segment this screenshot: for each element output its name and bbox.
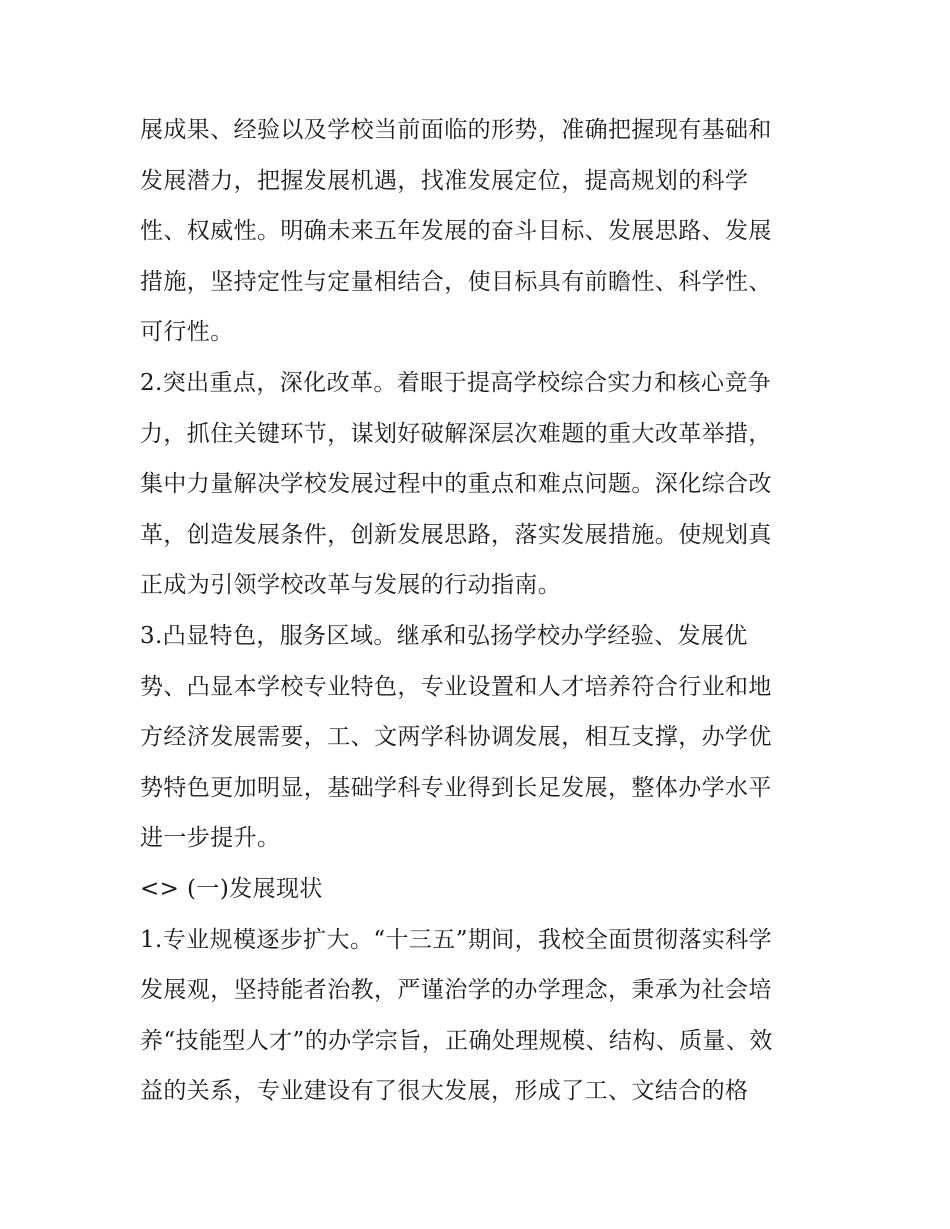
text-line: 发展潜力，把握发展机遇，找准发展定位，提高规划的科学 — [140, 167, 749, 194]
text-line: 集中力量解决学校发展过程中的重点和难点问题。深化综合改 — [140, 471, 772, 498]
text-line: 益的关系，专业建设有了很大发展，形成了工、文结合的格 — [140, 1078, 749, 1105]
text-line: 1.专业规模逐步扩大。“十三五”期间，我校全面贯彻落实科学 — [140, 926, 773, 953]
text-line: 措施，坚持定性与定量相结合，使目标具有前瞻性、科学性、 — [140, 268, 772, 295]
body-text — [140, 105, 830, 1117]
text-line: 势特色更加明显，基础学科专业得到长足发展，整体办学水平 — [140, 774, 772, 801]
text-line: 进一步提升。 — [140, 825, 281, 852]
text-line: 势、凸显本学校专业特色，专业设置和人才培养符合行业和地 — [140, 673, 772, 700]
text-line: 2.突出重点，深化改革。着眼于提高学校综合实力和核心竞争 — [140, 369, 772, 396]
text-line: 革，创造发展条件，创新发展思路，落实发展措施。使规划真 — [140, 521, 772, 548]
text-line: 性、权威性。明确未来五年发展的奋斗目标、发展思路、发展 — [140, 218, 772, 245]
text-line: 方经济发展需要，工、文两学科协调发展，相互支撑，办学优 — [140, 724, 772, 751]
text-line: 正成为引领学校改革与发展的行动指南。 — [140, 572, 562, 599]
section-heading: <> (一)发展现状 — [140, 875, 323, 902]
text-line: 力，抓住关键环节，谋划好破解深层次难题的重大改革举措， — [140, 420, 772, 447]
text-line: 展成果、经验以及学校当前面临的形势，准确把握现有基础和 — [140, 117, 772, 143]
text-line: 发展观，坚持能者治教，严谨治学的办学理念，秉承为社会培 — [140, 977, 772, 1004]
text-line: 养“技能型人才”的办学宗旨，正确处理规模、结构、质量、效 — [140, 1027, 773, 1054]
text-line: 可行性。 — [140, 319, 234, 346]
text-line: 3.凸显特色，服务区域。继承和弘扬学校办学经验、发展优 — [140, 622, 748, 649]
